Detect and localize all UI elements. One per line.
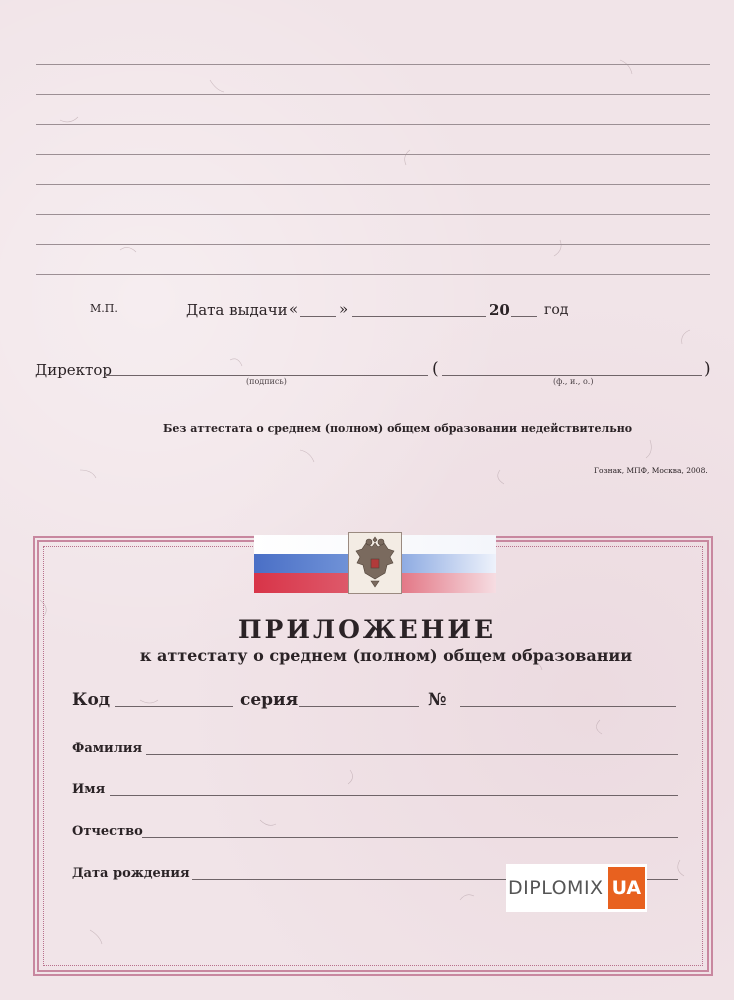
surname-field[interactable] xyxy=(146,754,678,755)
surname-label: Фамилия xyxy=(72,741,143,756)
year-field[interactable] xyxy=(511,316,537,317)
appendix-subtitle: к аттестату о среднем (полном) общем образовании xyxy=(139,646,633,665)
ruled-line xyxy=(36,244,710,245)
appendix-title: ПРИЛОЖЕНИЕ xyxy=(237,615,497,644)
director-label: Директор xyxy=(35,361,112,379)
year-prefix: 20 xyxy=(489,301,510,319)
ruled-line xyxy=(36,214,710,215)
director-name-field[interactable] xyxy=(442,375,702,376)
birthdate-label: Дата рождения xyxy=(72,866,190,881)
ruled-line xyxy=(36,94,710,95)
paren-close: ) xyxy=(704,359,711,379)
patronymic-field[interactable] xyxy=(142,837,678,838)
number-label: № xyxy=(428,690,447,710)
day-field[interactable] xyxy=(300,316,336,317)
year-label: год xyxy=(544,302,569,318)
ruled-line xyxy=(36,64,710,65)
logo-ua-badge: UA xyxy=(608,867,646,909)
name-field[interactable] xyxy=(110,795,678,796)
validity-note: Без аттестата о среднем (полном) общем образовании недействительно xyxy=(163,422,633,435)
number-field[interactable] xyxy=(460,706,676,707)
month-field[interactable] xyxy=(352,316,486,317)
name-hint: (ф., и., о.) xyxy=(553,377,594,386)
quote-close: » xyxy=(339,300,349,318)
quote-open: « xyxy=(289,300,299,318)
name-label: Имя xyxy=(72,782,106,797)
patronymic-label: Отчество xyxy=(72,824,143,839)
printer-note: Гознак, МПФ, Москва, 2008. xyxy=(594,466,708,475)
issue-date-label: Дата выдачи xyxy=(186,301,288,319)
ruled-line xyxy=(36,274,710,275)
ruled-line xyxy=(36,184,710,185)
series-field[interactable] xyxy=(299,706,419,707)
paren-open: ( xyxy=(432,359,439,379)
code-field[interactable] xyxy=(115,706,233,707)
signature-hint: (подпись) xyxy=(246,377,287,386)
coat-of-arms-icon xyxy=(348,532,402,594)
stamp-place-label: М.П. xyxy=(90,302,118,315)
logo-brand-text: DIPLOMIX xyxy=(508,877,604,899)
diplomix-watermark-logo xyxy=(506,864,647,912)
director-signature-field[interactable] xyxy=(106,375,428,376)
ruled-line xyxy=(36,154,710,155)
code-label: Код xyxy=(72,690,111,710)
ruled-line xyxy=(36,124,710,125)
series-label: серия xyxy=(240,690,299,710)
